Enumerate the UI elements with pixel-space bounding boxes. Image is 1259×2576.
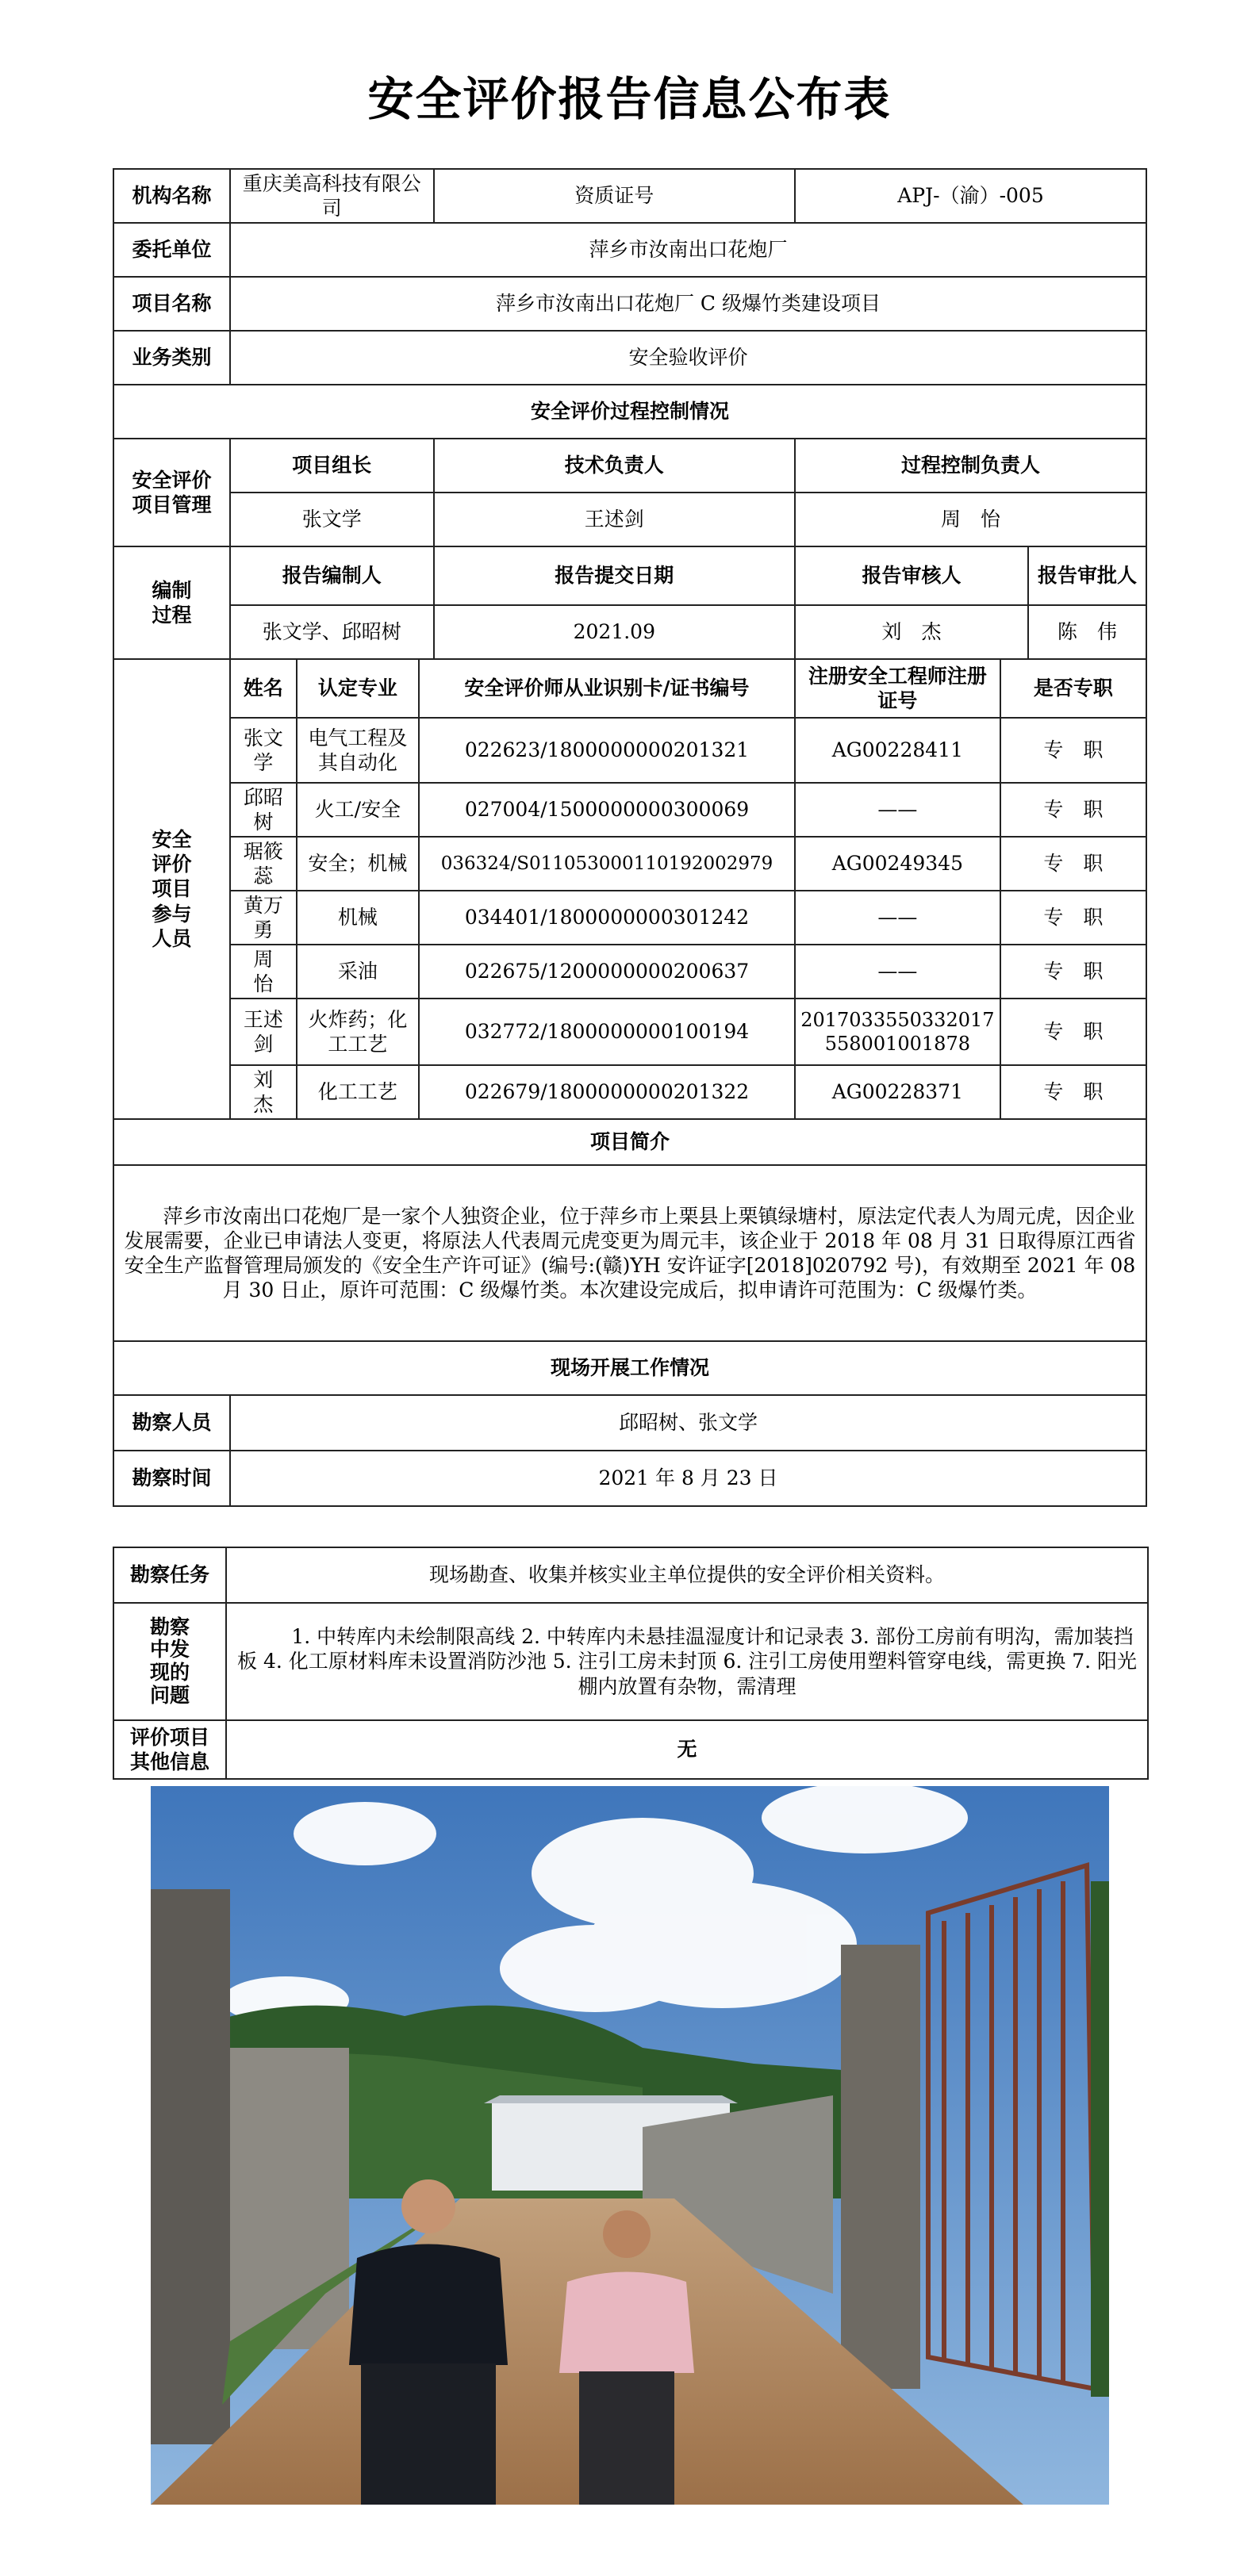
business-value: 安全验收评价 xyxy=(230,331,1146,385)
issues-cell xyxy=(226,1603,1148,1720)
card-header: 安全评价师从业识别卡/证书编号 xyxy=(419,659,795,718)
participant-fulltime: 专 职 xyxy=(1000,718,1146,783)
participant-name: 邱昭树 xyxy=(230,783,297,837)
approver-value: 陈 伟 xyxy=(1028,605,1146,659)
participant-name: 周 怡 xyxy=(230,945,297,999)
client-label: 委托单位 xyxy=(113,223,230,277)
cert-value: APJ-（渝）-005 xyxy=(795,169,1146,223)
time-value: 2021 年 8 月 23 日 xyxy=(230,1451,1146,1506)
table-row xyxy=(113,783,1146,837)
business-label: 业务类别 xyxy=(113,331,230,385)
table-row xyxy=(113,999,1146,1065)
issues-value: 1. 中转库内未绘制限高线 2. 中转库内未悬挂温湿度计和记录表 3. 部份工房前有明沟，需加装挡板 4. 化工原材料库未设置消防沙池 5. 注引工房未封顶 6. 注引工房使用塑料管穿电线，需更换 7. 阳光棚内放置有杂物，需清理 xyxy=(237,1625,1137,1698)
participant-major: 火工/安全 xyxy=(297,783,419,837)
tech-lead-value: 王述剑 xyxy=(434,493,795,546)
reviewer-value: 刘 杰 xyxy=(795,605,1028,659)
participant-fulltime: 专 职 xyxy=(1000,1065,1146,1119)
participant-name: 黄万勇 xyxy=(230,891,297,945)
table-row xyxy=(113,945,1146,999)
reviewer-header: 报告审核人 xyxy=(795,546,1028,605)
participant-name: 王述剑 xyxy=(230,999,297,1065)
process-lead-value: 周 怡 xyxy=(795,493,1146,546)
participant-reg: AG00228371 xyxy=(795,1065,1000,1119)
participant-fulltime: 专 职 xyxy=(1000,891,1146,945)
participant-reg: AG00249345 xyxy=(795,837,1000,891)
client-value: 萍乡市汝南出口花炮厂 xyxy=(230,223,1146,277)
participant-card: 022623/1800000000201321 xyxy=(419,718,795,783)
participant-major: 火炸药；化工工艺 xyxy=(297,999,419,1065)
participant-reg: AG00228411 xyxy=(795,718,1000,783)
participant-fulltime: 专 职 xyxy=(1000,999,1146,1065)
participant-card: 034401/1800000000301242 xyxy=(419,891,795,945)
table-row xyxy=(113,891,1146,945)
table-row xyxy=(113,837,1146,891)
participant-card: 032772/1800000000100194 xyxy=(419,999,795,1065)
project-value: 萍乡市汝南出口花炮厂 C 级爆竹类建设项目 xyxy=(230,277,1146,331)
issues-label: 勘察中发现的问题 xyxy=(113,1603,226,1720)
participant-major: 电气工程及其自动化 xyxy=(297,718,419,783)
inspectors-value: 邱昭树、张文学 xyxy=(230,1395,1146,1451)
participant-fulltime: 专 职 xyxy=(1000,783,1146,837)
tech-lead-header: 技术负责人 xyxy=(434,439,795,493)
fulltime-header: 是否专职 xyxy=(1000,659,1146,718)
tasks-table xyxy=(113,1547,1149,1780)
participant-card: 022679/1800000000201322 xyxy=(419,1065,795,1119)
participant-fulltime: 专 职 xyxy=(1000,945,1146,999)
task-value: 现场勘查、收集并核实业主单位提供的安全评价相关资料。 xyxy=(226,1547,1148,1603)
reg-header: 注册安全工程师注册证号 xyxy=(795,659,1000,718)
other-label: 评价项目其他信息 xyxy=(113,1720,226,1779)
participant-card: 027004/1500000000300069 xyxy=(419,783,795,837)
info-table xyxy=(113,168,1147,1507)
participant-fulltime: 专 职 xyxy=(1000,837,1146,891)
compiler-header: 报告编制人 xyxy=(230,546,434,605)
leader-value: 张文学 xyxy=(230,493,434,546)
participant-reg: —— xyxy=(795,891,1000,945)
submit-date-header: 报告提交日期 xyxy=(434,546,795,605)
participant-reg: —— xyxy=(795,945,1000,999)
participant-name: 张文学 xyxy=(230,718,297,783)
table-row xyxy=(113,1065,1146,1119)
participant-major: 采油 xyxy=(297,945,419,999)
participant-major: 机械 xyxy=(297,891,419,945)
process-lead-header: 过程控制负责人 xyxy=(795,439,1146,493)
page-title: 安全评价报告信息公布表 xyxy=(367,72,892,126)
participant-major: 安全；机械 xyxy=(297,837,419,891)
compilation-label: 编制过程 xyxy=(113,546,230,659)
management-label: 安全评价项目管理 xyxy=(113,439,230,546)
process-section-heading: 安全评价过程控制情况 xyxy=(113,385,1146,439)
intro-paragraph: 萍乡市汝南出口花炮厂是一家个人独资企业，位于萍乡市上栗县上栗镇绿塘村，原法定代表人为周元虎，因企业发展需要，企业已申请法人变更，将原法人代表周元虎变更为周元丰，该企业于 2018 年 08 月 31 日取得原江西省安全生产监督管理局颁发的《安全生产许可证》(编号:(赣)YH 安许证字[2018]020792 号)，有效期至 2021 年 08 月 30 日止，原许可范围：C 级爆竹类。本次建设完成后，拟申请许可范围为：C 级爆竹类。 xyxy=(124,1204,1136,1302)
table-row xyxy=(113,718,1146,783)
site-heading: 现场开展工作情况 xyxy=(113,1341,1146,1395)
leader-header: 项目组长 xyxy=(230,439,434,493)
approver-header: 报告审批人 xyxy=(1028,546,1146,605)
cert-label: 资质证号 xyxy=(434,169,795,223)
participant-reg: 2017033550332017558001001878 xyxy=(795,999,1000,1065)
compiler-value: 张文学、邱昭树 xyxy=(230,605,434,659)
site-photo-image xyxy=(151,1786,1109,2505)
other-value: 无 xyxy=(226,1720,1148,1779)
intro-text xyxy=(113,1165,1146,1341)
participant-card: 022675/1200000000200637 xyxy=(419,945,795,999)
org-label: 机构名称 xyxy=(113,169,230,223)
participant-name: 琚筱蕊 xyxy=(230,837,297,891)
org-value: 重庆美高科技有限公司 xyxy=(230,169,434,223)
inspectors-label: 勘察人员 xyxy=(113,1395,230,1451)
submit-date-value: 2021.09 xyxy=(434,605,795,659)
time-label: 勘察时间 xyxy=(113,1451,230,1506)
site-photo xyxy=(151,1786,1109,2505)
intro-heading: 项目简介 xyxy=(113,1119,1146,1165)
project-label: 项目名称 xyxy=(113,277,230,331)
name-header: 姓名 xyxy=(230,659,297,718)
participant-major: 化工工艺 xyxy=(297,1065,419,1119)
participants-label: 安全评价项目参与人员 xyxy=(113,659,230,1119)
major-header: 认定专业 xyxy=(297,659,419,718)
participant-reg: —— xyxy=(795,783,1000,837)
participant-card: 036324/S011053000110192002979 xyxy=(419,837,795,891)
participant-name: 刘 杰 xyxy=(230,1065,297,1119)
task-label: 勘察任务 xyxy=(113,1547,226,1603)
